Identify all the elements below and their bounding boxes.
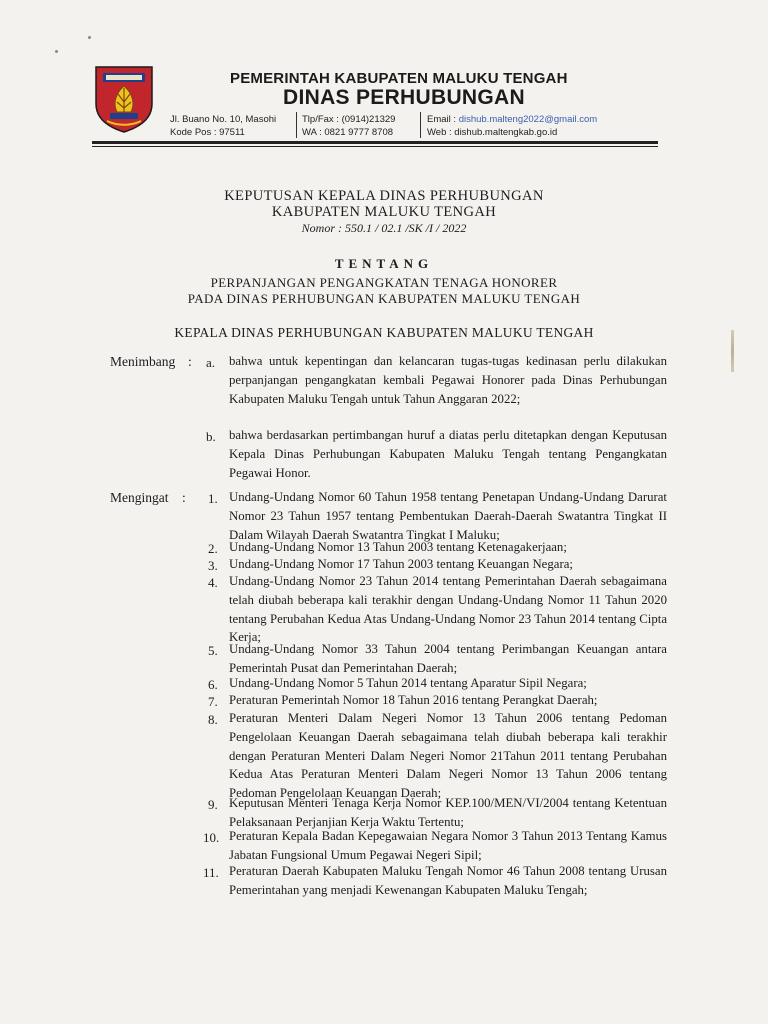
legal-basis-11: Peraturan Daerah Kabupaten Maluku Tengah Nomor 46 Tahun 2008 tentang Urusan Pemerintahan yang menjadi Kewenangan Kabupaten Maluku Tengah; xyxy=(229,864,667,897)
scan-speck xyxy=(55,50,58,53)
list-marker: 7. xyxy=(208,694,218,709)
phone-block xyxy=(302,113,395,139)
divider xyxy=(420,112,421,138)
decree-number: Nomor : 550.1 / 02.1 /SK /I / 2022 xyxy=(301,221,467,235)
agency-name: DINAS PERHUBUNGAN xyxy=(283,86,525,109)
list-marker: 4. xyxy=(208,575,218,590)
list-marker: 1. xyxy=(208,491,218,506)
divider xyxy=(296,112,297,138)
tentang-heading: TENTANG xyxy=(334,256,434,271)
list-marker: a. xyxy=(206,355,216,370)
legal-basis-10: Peraturan Kepala Badan Kepegawaian Negara Nomor 3 Tahun 2013 Tentang Kamus Jabatan Fungsional Umum Pegawai Negeri Sipil; xyxy=(229,829,667,862)
issuing-official: KEPALA DINAS PERHUBUNGAN KABUPATEN MALUKU TENGAH xyxy=(174,325,594,340)
letterhead-rule xyxy=(92,141,658,144)
subject-line-2: PADA DINAS PERHUBUNGAN KABUPATEN MALUKU TENGAH xyxy=(187,291,581,306)
consideration-a: bahwa untuk kepentingan dan kelancaran tugas-tugas kedinasan perlu dilakukan perpanjangan pengangkatan kembali Pegawai Honorer pada Dinas Perhubungan Kabupaten Maluku Tengah untuk Tahun Anggaran 2022; xyxy=(229,354,667,406)
menimbang-label: Menimbang xyxy=(110,354,176,369)
list-marker: 10. xyxy=(203,830,220,845)
email-link[interactable]: dishub.malteng2022@gmail.com xyxy=(458,114,598,125)
email-row xyxy=(427,113,597,126)
list-marker: 11. xyxy=(203,865,219,880)
mengingat-label: Mengingat xyxy=(110,490,169,505)
online-block xyxy=(427,113,597,139)
legal-basis-7: Peraturan Pemerintah Nomor 18 Tahun 2016 tentang Perangkat Daerah; xyxy=(229,693,598,707)
consideration-b: bahwa berdasarkan pertimbangan huruf a diatas perlu ditetapkan dengan Keputusan Kepala Dinas Perhubungan Kabupaten Maluku Tengah tentang Pengangkatan Pegawai Honor. xyxy=(229,428,667,480)
list-marker: b. xyxy=(206,429,216,444)
postal-code: Kode Pos : 97511 xyxy=(170,127,245,138)
regency-crest-logo-icon xyxy=(93,64,155,134)
list-marker: 3. xyxy=(208,558,218,573)
phone-fax: Tlp/Fax : (0914)21329 xyxy=(302,114,396,125)
government-name: PEMERINTAH KABUPATEN MALUKU TENGAH xyxy=(230,70,568,87)
decree-title-region: KABUPATEN MALUKU TENGAH xyxy=(271,204,497,220)
legal-basis-2: Undang-Undang Nomor 13 Tahun 2003 tentang Ketenagakerjaan; xyxy=(229,540,567,554)
whatsapp: WA : 0821 9777 8708 xyxy=(302,127,394,138)
menimbang-colon: : xyxy=(188,354,192,369)
email-label: Email : xyxy=(427,114,459,125)
letterhead-rule-thin xyxy=(92,146,658,147)
website[interactable]: Web : dishub.maltengkab.go.id xyxy=(427,127,558,138)
list-marker: 2. xyxy=(208,541,218,556)
legal-basis-3: Undang-Undang Nomor 17 Tahun 2003 tentang Keuangan Negara; xyxy=(229,557,573,571)
decree-title: KEPUTUSAN KEPALA DINAS PERHUBUNGAN xyxy=(224,188,544,204)
list-marker: 8. xyxy=(208,712,218,727)
mengingat-colon: : xyxy=(182,490,186,505)
list-marker: 5. xyxy=(208,643,218,658)
legal-basis-5: Undang-Undang Nomor 33 Tahun 2004 tentang Perimbangan Keuangan antara Pemerintah Pusat dan Pemerintahan Daerah; xyxy=(229,642,667,675)
scan-artifact xyxy=(731,330,734,372)
list-marker: 6. xyxy=(208,677,218,692)
address-line: Jl. Buano No. 10, Masohi xyxy=(170,114,277,125)
legal-basis-9: Keputusan Menteri Tenaga Kerja Nomor KEP.100/MEN/VI/2004 tentang Ketentuan Pelaksanaan Perjanjian Kerja Waktu Tertentu; xyxy=(229,796,667,829)
subject-line-1: PERPANJANGAN PENGANGKATAN TENAGA HONORER xyxy=(210,275,558,290)
legal-basis-6: Undang-Undang Nomor 5 Tahun 2014 tentang Aparatur Sipil Negara; xyxy=(229,676,587,690)
legal-basis-8: Peraturan Menteri Dalam Negeri Nomor 13 Tahun 2006 tentang Pedoman Pengelolaan Keuangan Daerah sebagaimana telah diubah beberapa kali terakhir dengan Peraturan Menteri Dalam Negeri Nomor 21Tahun 2011 tentang Perubahan Kedua Atas Peraturan Menteri Dalam Negeri Nomor 13 Tahun 2006 tentang Pedoman Pengelolaan Keuangan Daerah; xyxy=(229,711,667,801)
scan-speck xyxy=(88,36,91,39)
legal-basis-4: Undang-Undang Nomor 23 Tahun 2014 tentang Pemerintahan Daerah sebagaimana telah diubah beberapa kali terakhir dengan Undang-Undang Nomor 11 Tahun 2020 tentang Perubahan Kedua Atas Undang-Undang Nomor 23 Tahun 2014 tentang Cipta Kerja; xyxy=(229,574,667,645)
address-block xyxy=(170,113,276,139)
list-marker: 9. xyxy=(208,797,218,812)
legal-basis-1: Undang-Undang Nomor 60 Tahun 1958 tentang Penetapan Undang-Undang Darurat Nomor 23 Tahun 1957 tentang Pembentukan Daerah-Daerah Swatantra Tingkat II Dalam Wilayah Daerah Swatantra Tingkat I Maluku; xyxy=(229,490,667,542)
